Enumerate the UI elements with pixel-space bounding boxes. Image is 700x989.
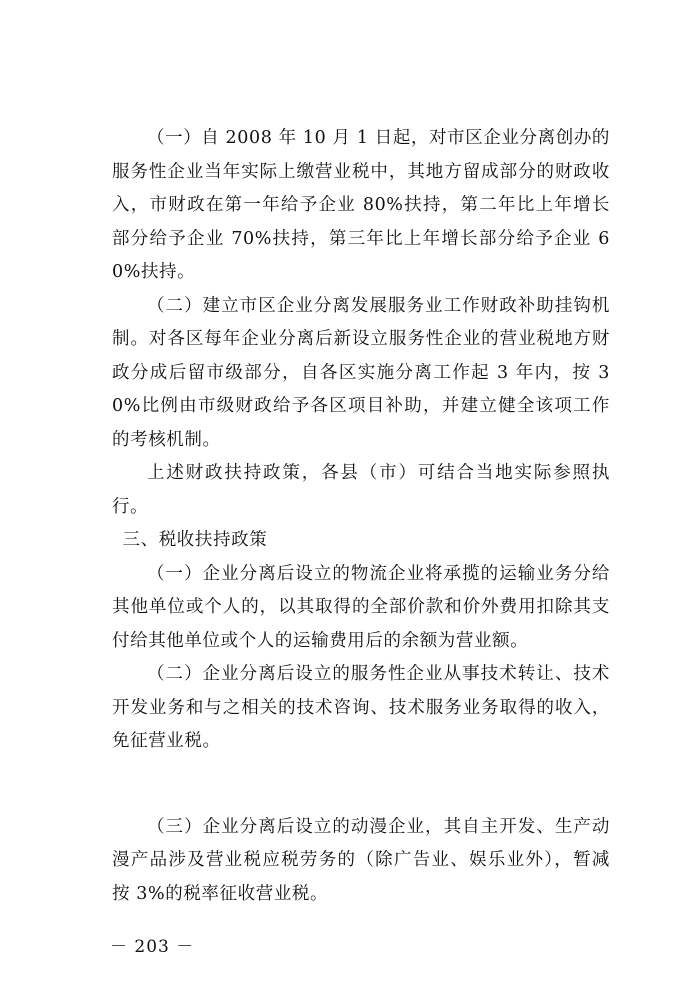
paragraph-fiscal-support-2: （二）建立市区企业分离发展服务业工作财政补助挂钩机制。对各区每年企业分离后新设立服务性企业的营业税地方财政分成后留市级部分，自各区实施分离工作起 3 年内，按 30%比例由市级财政给予各区项目补助，并建立健全该项工作的考核机制。 (112, 295, 610, 450)
section-heading-tax-support: 三、税收扶持政策 (122, 530, 268, 550)
document-body (112, 122, 610, 911)
paragraph-fiscal-support-1: （一）自 2008 年 10 月 1 日起，对市区企业分离创办的服务性企业当年实际上缴营业税中，其地方留成部分的财政收入，市财政在第一年给予企业 80%扶持，第二年比上年增长部分给予企业 70%扶持，第三年比上年增长部分给予企业 60%扶持。 (112, 128, 611, 282)
paragraph-fiscal-note: 上述财政扶持政策，各县（市）可结合当地实际参照执行。 (112, 463, 610, 517)
paragraph-tax-support-3: （三）企业分离后设立的动漫企业，其自主开发、生产动漫产品涉及营业税应税劳务的（除广告业、娱乐业外），暂减按 3%的税率征收营业税。 (112, 816, 610, 904)
page-number: － 203 － (110, 937, 195, 957)
paragraph-tax-support-1: （一）企业分离后设立的物流企业将承揽的运输业务分给其他单位或个人的，以其取得的全部价款和价外费用扣除其支付给其他单位或个人的运输费用后的余额为营业额。 (112, 563, 610, 651)
paragraph-tax-support-2: （二）企业分离后设立的服务性企业从事技术转让、技术开发业务和与之相关的技术咨询、技术服务业务取得的收入，免征营业税。 (112, 664, 610, 751)
paragraph-gap (112, 759, 610, 811)
